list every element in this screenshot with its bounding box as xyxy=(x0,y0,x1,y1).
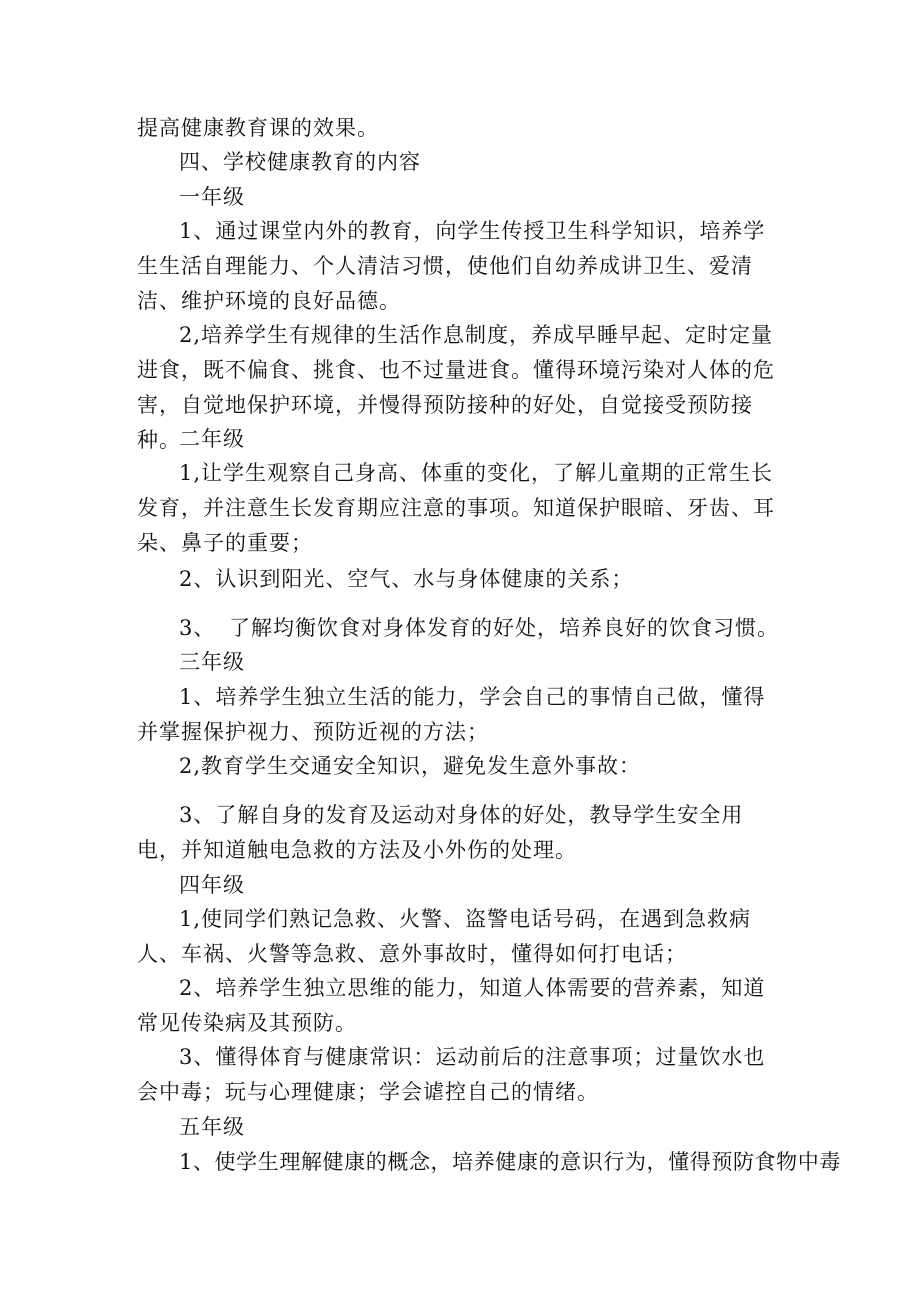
paragraph: 3、懂得体育与健康常识：运动前后的注意事项；过量饮水也会中毒；玩与心理健康；学会谑控自己的情绪。 xyxy=(137,1045,766,1104)
paragraph: 1、通过课堂内外的教育，向学生传授卫生科学知识，培养学生生活自理能力、个人清洁习惯，使他们自幼养成讲卫生、爱清洁、维护环境的良好品德。 xyxy=(137,219,766,313)
paragraph: 3、了解自身的发育及运动对身体的好处，教导学生安全用电，并知道触电急救的方法及小外伤的处理。 xyxy=(137,803,744,862)
text-line: 提高健康教育课的效果。 xyxy=(137,116,379,140)
grade-heading-3: 三年级 xyxy=(179,650,245,674)
text-line: 2,教育学生交通安全知识，避免发生意外事故： xyxy=(179,754,642,778)
grade-heading-2: 二年级 xyxy=(179,427,245,451)
grade-heading-1: 一年级 xyxy=(179,185,245,209)
text-line: 3、 了解均衡饮食对身体发育的好处，培养良好的饮食习惯。 xyxy=(179,616,780,640)
text-line: 1、使学生理解健康的概念，培养健康的意识行为，懂得预防食物中毒 xyxy=(179,1150,841,1174)
paragraph: 1,让学生观察自己身高、体重的变化，了解儿童期的正常生长发育，并注意生长发育期应注意的事项。知道保护眼暗、牙齿、耳朵、鼻子的重要； xyxy=(137,461,775,555)
grade-heading-5: 五年级 xyxy=(179,1115,245,1139)
text-line: 2、认识到阳光、空气、水与身体健康的关系； xyxy=(179,567,634,591)
paragraph: 1,使同学们熟记急救、火警、盗警电话号码，在遇到急救病人、车祸、火警等急救、意外事故时，懂得如何打电话； xyxy=(137,907,752,966)
grade-heading-4: 四年级 xyxy=(179,873,245,897)
paragraph: 2,培养学生有规律的生活作息制度，养成早睡早起、定时定量进食，既不偏食、挑食、也不过量进食。懂得环境污染对人体的危害，自觉地保护环境，并慢得预防接种的好处，自觉接受预防接种。 xyxy=(137,323,775,452)
paragraph: 2、培养学生独立思维的能力，知道人体需要的营养素，知道常见传染病及其预防。 xyxy=(137,976,766,1035)
section-heading: 四、学校健康教育的内容 xyxy=(179,150,421,174)
paragraph: 1、培养学生独立生活的能力，学会自己的事情自己做，懂得并掌握保护视力、预防近视的方法； xyxy=(137,685,766,744)
